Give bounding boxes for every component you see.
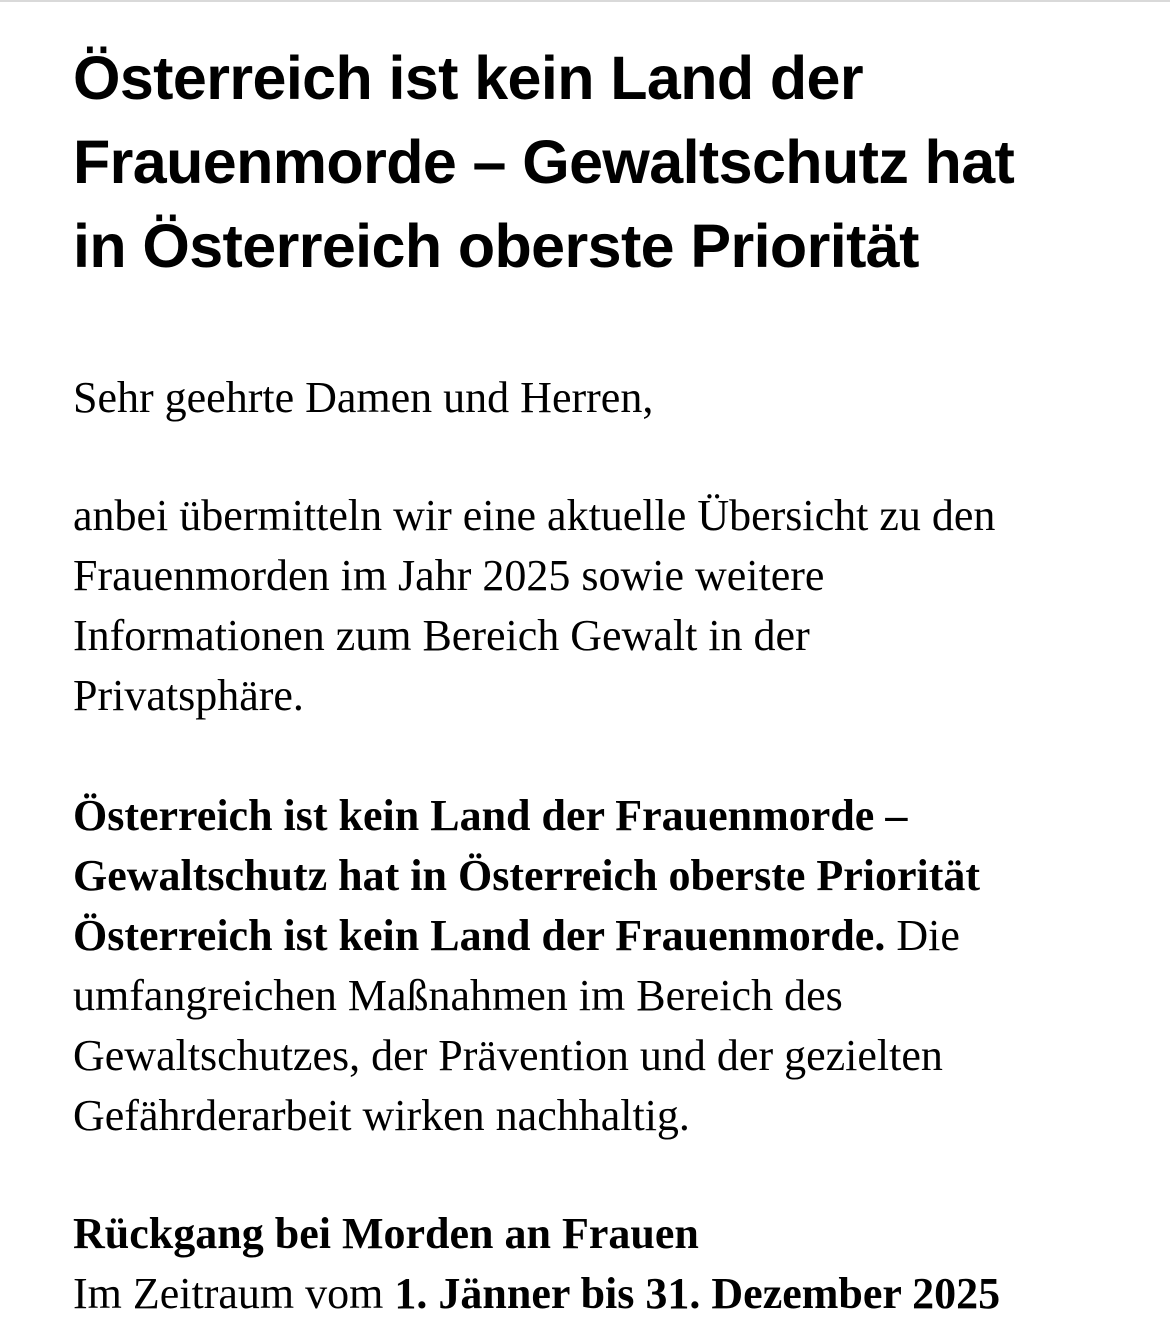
intro-line: anbei übermitteln wir eine aktuelle Übersicht zu den xyxy=(73,491,996,540)
section-paragraph xyxy=(73,786,1113,1146)
article xyxy=(73,36,1113,1324)
top-border xyxy=(0,0,1170,2)
headline-line: in Österreich oberste Priorität xyxy=(73,212,919,280)
intro-paragraph xyxy=(73,486,1113,726)
section-line: Gefährderarbeit wirken nachhaltig. xyxy=(73,1091,690,1140)
section-line: umfangreichen Maßnahmen im Bereich des xyxy=(73,971,843,1020)
intro-line: Frauenmorden im Jahr 2025 sowie weitere xyxy=(73,551,825,600)
section-lead-bold: Österreich ist kein Land der Frauenmorde. xyxy=(73,911,886,960)
section-lead-rest: Die xyxy=(885,911,960,960)
section-line: Gewaltschutzes, der Prävention und der gezielten xyxy=(73,1031,943,1080)
section-heading-line: Gewaltschutz hat in Österreich oberste Priorität xyxy=(73,851,981,900)
decline-heading: Rückgang bei Morden an Frauen xyxy=(73,1209,699,1258)
salutation: Sehr geehrte Damen und Herren, xyxy=(73,373,654,422)
decline-period-prefix: Im Zeitraum vom xyxy=(73,1269,395,1318)
intro-line: Privatsphäre. xyxy=(73,671,304,720)
decline-paragraph xyxy=(73,1204,1113,1324)
headline-line: Österreich ist kein Land der xyxy=(73,44,864,112)
headline xyxy=(73,36,1113,288)
section-lead-line xyxy=(73,906,1113,966)
headline-line: Frauenmorde – Gewaltschutz hat xyxy=(73,128,1015,196)
decline-period-line xyxy=(73,1264,1113,1324)
decline-period-bold: 1. Jänner bis 31. Dezember 2025 xyxy=(394,1269,1001,1318)
section-heading-line: Österreich ist kein Land der Frauenmorde – xyxy=(73,791,908,840)
intro-line: Informationen zum Bereich Gewalt in der xyxy=(73,611,810,660)
